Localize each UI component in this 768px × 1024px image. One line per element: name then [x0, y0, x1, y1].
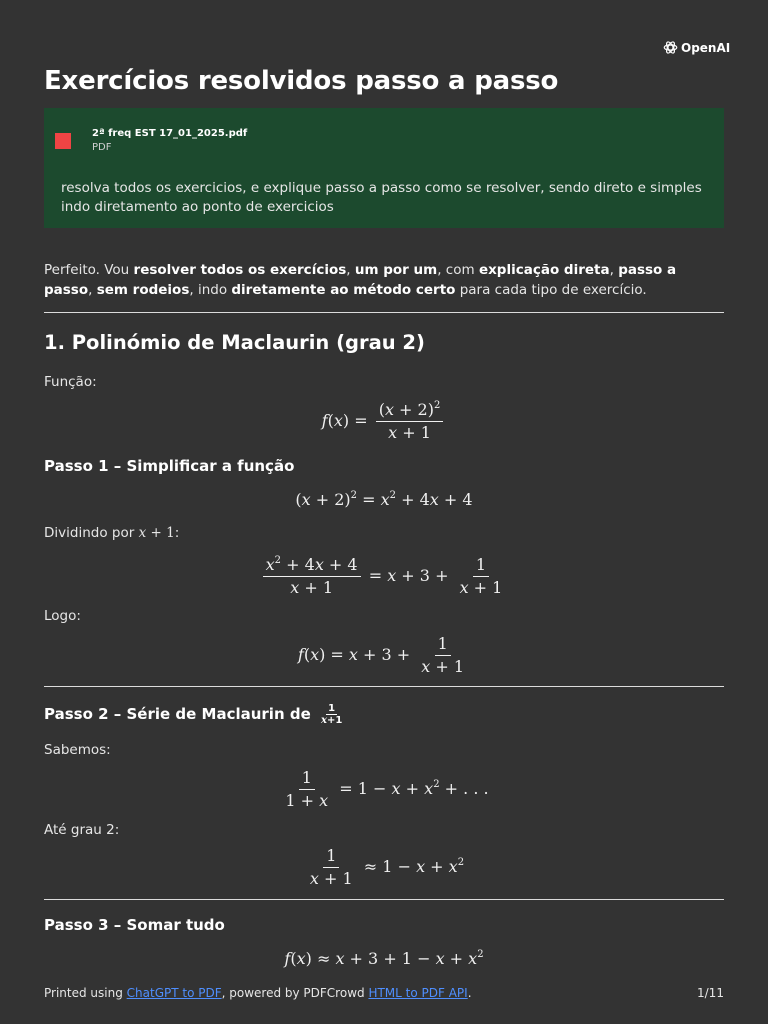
dividing-suffix: : [174, 525, 180, 541]
footer-text: , powered by PDFCrowd [221, 986, 369, 1000]
user-prompt-box [44, 108, 724, 228]
dividing-text: Dividindo por [44, 525, 135, 541]
openai-icon [663, 40, 678, 55]
footer-credits [44, 986, 472, 1000]
intro-text: , [88, 282, 97, 298]
divider [44, 899, 724, 900]
equation-result: f(x) = x + 3 + $\frac{1}{x + 1}$ [297, 634, 465, 676]
funcao-label: Função: [44, 374, 97, 390]
attachment-file-type: PDF [92, 142, 112, 153]
divider [44, 312, 724, 313]
math-inline: x [138, 525, 147, 541]
page-title: Exercícios resolvidos passo a passo [44, 66, 559, 96]
equation-division: $\frac{x^2 + 4x + 4}{x + 1}$ = x + 3 + $\frac{1}{x + 1}$ [44, 556, 724, 597]
sabemos-label: Sabemos: [44, 742, 111, 758]
intro-text: para cada tipo de exercício. [455, 282, 647, 298]
step2-heading [44, 703, 347, 726]
equation-function: f(x) = $\frac{(x + 2)^2}{x + 1}$ [44, 401, 724, 442]
user-prompt-text: resolva todos os exercicios, e explique passo a passo como se resolver, sendo direto e simples indo diretamento ao ponto de exercicios [61, 180, 702, 215]
equation-approx: $\frac{1}{x + 1}$ ≈ $1 - x + x^2$ [309, 846, 465, 888]
math-inline-fraction: $\frac{1}{x+1}$ [321, 703, 343, 726]
intro-text: , [346, 262, 355, 278]
step2-heading-text: Passo 2 – Série de Maclaurin de [44, 705, 311, 723]
footer-text: . [467, 986, 472, 1000]
section-heading: 1. Polinómio de Maclaurin (grau 2) [44, 331, 425, 354]
attachment-file-name[interactable]: 2ª freq EST 17_01_2025.pdf [92, 128, 248, 139]
step1-heading: Passo 1 – Simplificar a função [44, 457, 295, 475]
intro-text: Perfeito. Vou [44, 262, 134, 278]
equation-series: $\frac{1}{1 + x}$ = $1 - x + x^2$ + . . . [285, 768, 489, 810]
brand-name: OpenAI [681, 40, 731, 55]
intro-bold: explicação direta [478, 262, 610, 278]
chatgpt-to-pdf-link[interactable]: ChatGPT to PDF [126, 986, 222, 1000]
pdf-file-icon [55, 133, 71, 149]
equation-sum: $f(x) \approx x + 3 + 1 - x + x^2$ [284, 949, 484, 968]
intro-bold: passo a passo [44, 262, 677, 298]
divider [44, 686, 724, 687]
intro-bold: resolver todos os exercícios [133, 262, 347, 278]
math-inline: + 1 [150, 525, 175, 541]
intro-text: , [609, 262, 619, 278]
intro-text: , indo [189, 282, 232, 298]
page-number: 1/11 [697, 986, 724, 1000]
openai-logo [663, 40, 730, 55]
html-to-pdf-api-link[interactable]: HTML to PDF API [368, 986, 468, 1000]
footer-text: Printed using [44, 986, 127, 1000]
dividing-label [44, 525, 179, 541]
intro-bold: um por um [354, 262, 438, 278]
equation-expand: $(x + 2)^2 = x^2 + 4x + 4$ [295, 490, 473, 509]
intro-text: , com [437, 262, 479, 278]
ate-grau-label: Até grau 2: [44, 822, 120, 838]
intro-bold: sem rodeios [96, 282, 190, 298]
logo-label: Logo: [44, 608, 81, 624]
intro-bold: diretamente ao método certo [231, 282, 456, 298]
intro-paragraph [44, 260, 724, 300]
step3-heading: Passo 3 – Somar tudo [44, 916, 225, 934]
